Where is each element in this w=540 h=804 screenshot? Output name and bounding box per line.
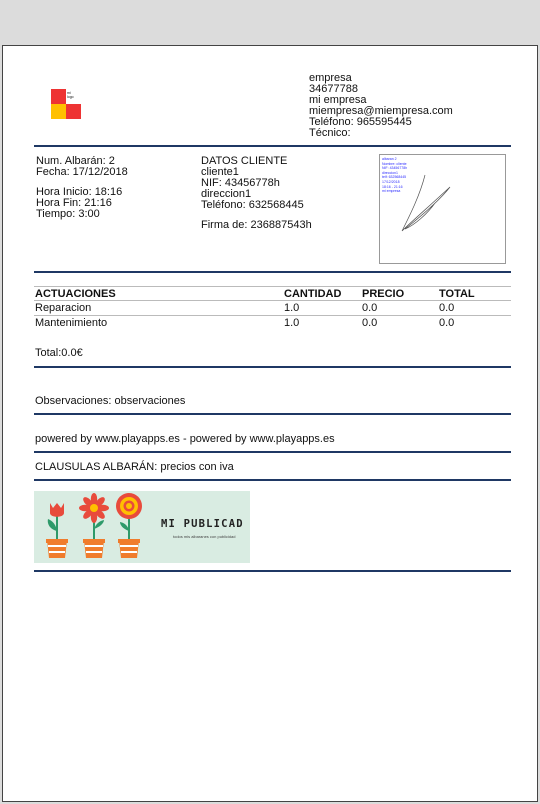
table-cell: Mantenimiento [35, 317, 108, 329]
flower-pots-illustration [34, 491, 154, 563]
logo-text-1: mi [67, 91, 71, 95]
ad-banner [34, 491, 250, 563]
divider [34, 413, 511, 415]
table-header-rule [34, 300, 511, 301]
table-cell: 1.0 [284, 317, 300, 329]
company-logo [51, 89, 83, 119]
company-info [309, 73, 453, 139]
powered-by: powered by www.playapps.es - powered by www.playapps.es [35, 433, 335, 445]
logo-square-red [51, 89, 66, 104]
albaran-page [2, 45, 538, 802]
company-id: 34677788 [309, 83, 358, 95]
table-row-rule [34, 315, 511, 316]
banner-title: MI PUBLICAD [161, 518, 244, 530]
stamp-line: NIF: 43456778h [382, 166, 408, 171]
albaran-start: Hora Inicio: 18:16 [36, 186, 123, 198]
stamp-line: 17/12/2018 [382, 179, 400, 184]
client-name: cliente1 [201, 166, 239, 178]
banner-subtitle: todos mis albaranes con publicidad [173, 534, 236, 539]
stamp-line: albaran 2 [382, 157, 397, 161]
stamp-line: telf: 632568445 [382, 175, 407, 180]
table-cell: 0.0 [362, 302, 378, 314]
divider [34, 366, 511, 368]
table-cell: Reparacion [35, 302, 92, 314]
client-nif: NIF: 43456778h [201, 177, 280, 189]
total-amount: Total:0.0€ [35, 347, 83, 359]
divider [34, 451, 511, 453]
company-technician: Técnico: [309, 127, 351, 139]
table-cell: 0.0 [362, 317, 378, 329]
albaran-date: Fecha: 17/12/2018 [36, 166, 128, 178]
albaran-time: Tiempo: 3:00 [36, 208, 100, 220]
table-top-rule [34, 286, 511, 287]
client-address: direccion1 [201, 188, 252, 200]
logo-square-red-2 [66, 104, 81, 119]
client-details [201, 156, 312, 231]
albaran-number: Num. Albarán: 2 [36, 155, 115, 167]
column-header-precio: PRECIO [362, 288, 405, 300]
signature-scribble [380, 155, 507, 265]
company-legal-name: mi empresa [309, 94, 367, 106]
albaran-end: Hora Fin: 21:16 [36, 197, 112, 209]
client-phone: Teléfono: 632568445 [201, 199, 304, 211]
company-name: empresa [309, 72, 352, 84]
logo-square-yellow [51, 104, 66, 119]
client-heading: DATOS CLIENTE [201, 155, 288, 167]
clauses: CLAUSULAS ALBARÁN: precios con iva [35, 461, 234, 473]
column-header-actuaciones: ACTUACIONES [35, 288, 116, 300]
table-cell: 1.0 [284, 302, 300, 314]
stamp-line: Nombre: cliente [382, 161, 407, 166]
albaran-details [36, 156, 128, 220]
table-cell: 0.0 [439, 317, 455, 329]
divider [34, 570, 511, 572]
stamp-line: mi empresa [382, 189, 401, 194]
column-header-total: TOTAL [439, 288, 475, 300]
table-cell: 0.0 [439, 302, 455, 314]
signature-box [379, 154, 506, 264]
company-email: miempresa@miempresa.com [309, 105, 453, 117]
client-signed-by: Firma de: 236887543h [201, 219, 312, 231]
column-header-cantidad: CANTIDAD [284, 288, 342, 300]
observations: Observaciones: observaciones [35, 395, 186, 407]
divider [34, 145, 511, 147]
logo-text-2: logo [67, 95, 74, 99]
stamp-line: 18:16 - 21:16 [382, 184, 403, 189]
stamp-line: direccion1 [382, 170, 398, 175]
company-phone: Teléfono: 965595445 [309, 116, 412, 128]
divider [34, 479, 511, 481]
divider [34, 271, 511, 273]
